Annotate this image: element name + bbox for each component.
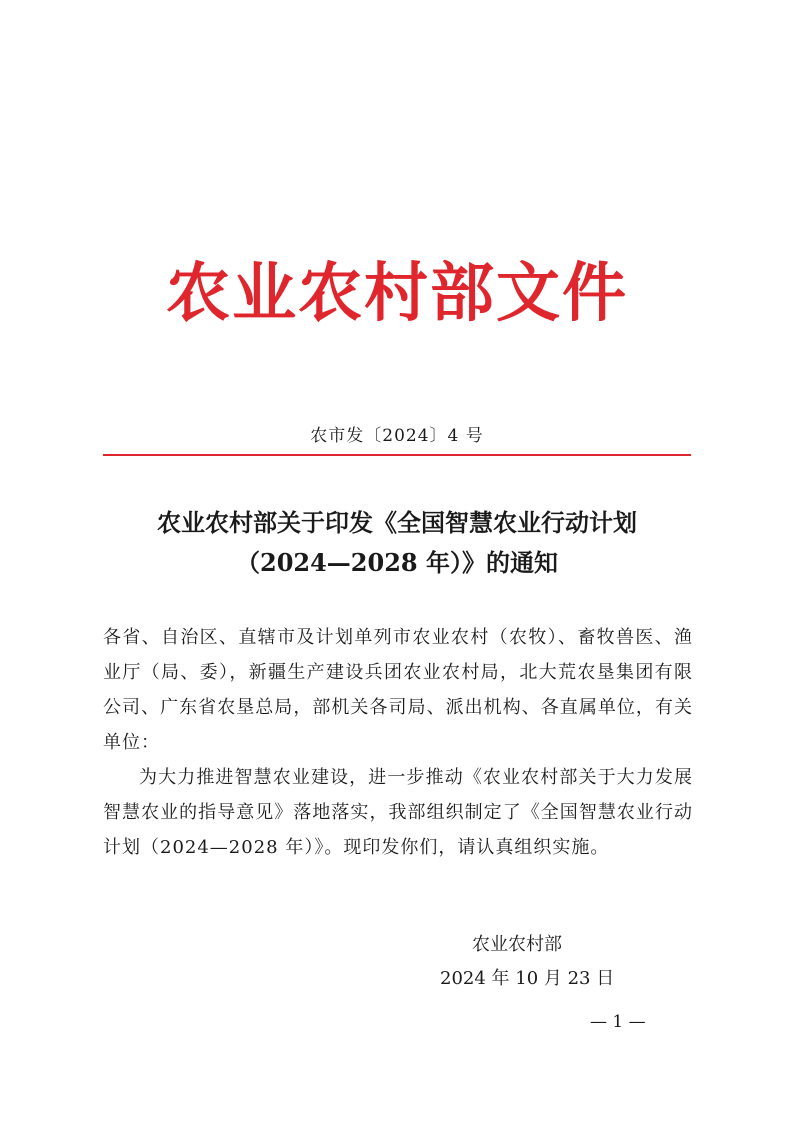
signature-org: 农业农村部: [472, 934, 562, 955]
main-paragraph: 为大力推进智慧农业建设，进一步推动《农业农村部关于大力发展智慧农业的指导意见》落地落实，我部组织制定了《全国智慧农业行动计划（2024—2028 年）》。现印发你们，请认真组织实施。: [103, 767, 693, 858]
recipients-paragraph: 各省、自治区、直辖市及计划单列市农业农村（农牧）、畜牧兽医、渔业厅（局、委），新疆生产建设兵团农业农村局，北大荒农垦集团有限公司、广东省农垦总局，部机关各司局、派出机构、各直属单位，有关单位：: [103, 627, 693, 753]
page-number: — 1 —: [590, 1012, 646, 1032]
notice-body: [103, 620, 693, 865]
document-number: 农市发〔2024〕4 号: [310, 426, 484, 446]
signature-date: 2024 年 10 月 23 日: [440, 968, 615, 989]
notice-title: [0, 503, 794, 583]
document-header-title: 农业农村部文件: [166, 256, 628, 331]
notice-title-line-1: 农业农村部关于印发《全国智慧农业行动计划: [157, 508, 637, 537]
red-divider-line: [103, 454, 691, 456]
signature-block: [430, 928, 630, 996]
notice-title-line-2: （2024—2028 年）》的通知: [236, 548, 558, 577]
